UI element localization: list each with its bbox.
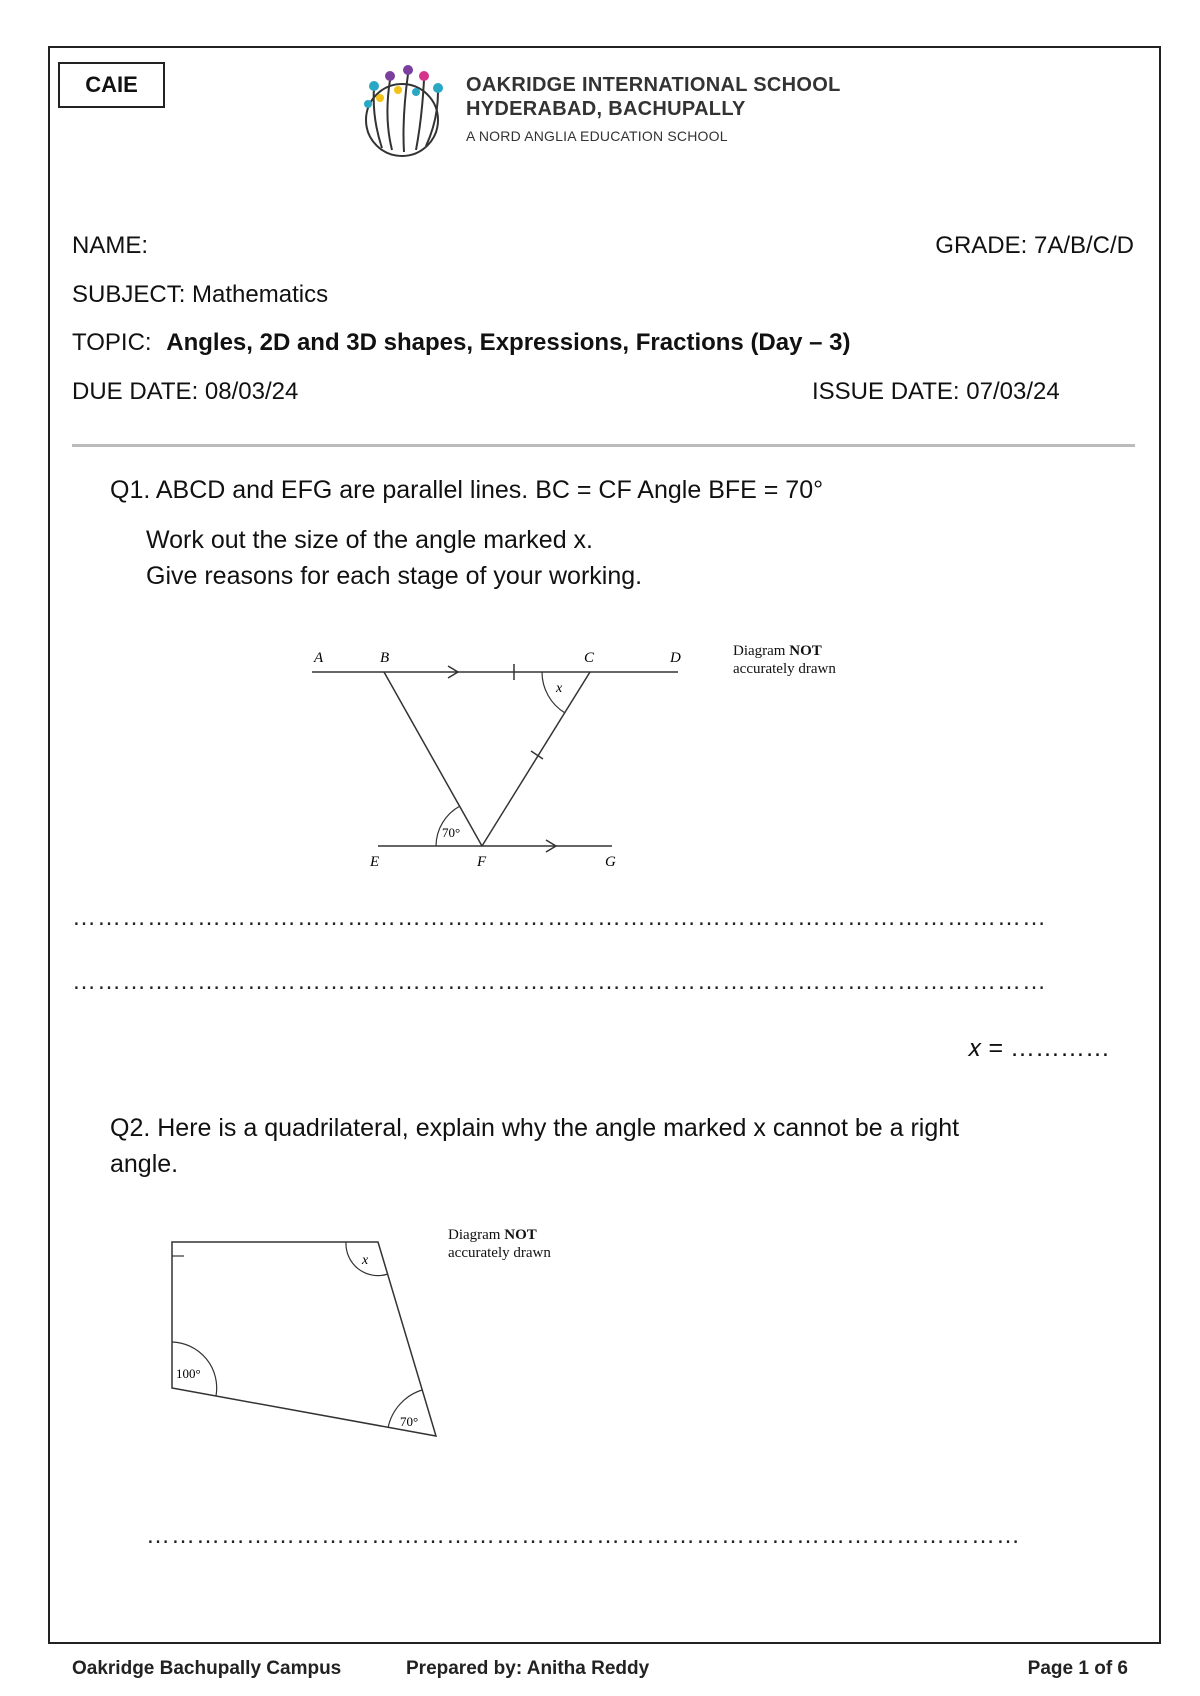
- q1-instruction-2: Give reasons for each stage of your working.: [146, 562, 643, 590]
- name-label: NAME:: [72, 232, 149, 259]
- line-cf: [482, 672, 590, 846]
- note-text: Diagram: [448, 1227, 505, 1243]
- label-e: E: [370, 854, 380, 870]
- label-b: B: [380, 650, 390, 666]
- footer-page-number: Page 1 of 6: [1027, 1658, 1128, 1679]
- q2-answer-line: ……………………………………………………………………………………………: [146, 1522, 1021, 1549]
- topic-prefix: TOPIC:: [72, 329, 152, 356]
- q1-answer-line-2: ………………………………………………………………………………………………………: [72, 968, 1047, 995]
- note-not: NOT: [789, 643, 822, 659]
- label-70: 70°: [442, 825, 461, 840]
- q2-diagram: [160, 1230, 460, 1450]
- q1-diagram-note: [733, 642, 836, 678]
- label-70: 70°: [400, 1414, 419, 1429]
- footer-prepared-by: Prepared by: Anitha Reddy: [406, 1658, 650, 1679]
- label-a: A: [314, 650, 324, 666]
- school-tagline: A NORD ANGLIA EDUCATION SCHOOL: [466, 128, 728, 144]
- school-name: OAKRIDGE INTERNATIONAL SCHOOL: [466, 74, 841, 96]
- label-d: D: [670, 650, 681, 666]
- note-text-2: accurately drawn: [448, 1245, 551, 1261]
- q1-answer-line-1: ………………………………………………………………………………………………………: [72, 904, 1047, 931]
- label-f: F: [477, 854, 487, 870]
- board-label: CAIE: [58, 62, 165, 108]
- note-text-2: accurately drawn: [733, 661, 836, 677]
- due-date: DUE DATE: 08/03/24: [72, 378, 299, 405]
- issue-date: ISSUE DATE: 07/03/24: [812, 378, 1060, 405]
- school-location: HYDERABAD, BACHUPALLY: [466, 98, 746, 120]
- note-text: Diagram: [733, 643, 790, 659]
- label-c: C: [584, 650, 595, 666]
- quadrilateral: [172, 1242, 436, 1436]
- line-bf: [384, 672, 482, 846]
- topic-line: [72, 329, 850, 357]
- q1-diagram: [300, 640, 700, 880]
- label-x: x: [556, 681, 563, 696]
- subject-label: SUBJECT: Mathematics: [72, 281, 329, 308]
- note-not: NOT: [504, 1227, 537, 1243]
- footer-campus: Oakridge Bachupally Campus: [72, 1658, 342, 1679]
- label-x: x: [362, 1253, 369, 1268]
- school-emblem-icon: [352, 58, 452, 158]
- q2-title-cont: angle.: [110, 1150, 179, 1178]
- grade-label: GRADE: 7A/B/C/D: [935, 232, 1134, 259]
- label-g: G: [605, 854, 616, 870]
- q1-title: Q1. ABCD and EFG are parallel lines. BC = CF Angle BFE = 70°: [110, 476, 824, 504]
- topic-value: Angles, 2D and 3D shapes, Expressions, Fractions (Day – 3): [166, 329, 851, 356]
- label-100: 100°: [176, 1366, 201, 1381]
- q2-title: Q2. Here is a quadrilateral, explain why the angle marked x cannot be a right: [110, 1114, 960, 1142]
- divider: [72, 444, 1135, 447]
- q2-diagram-note: [448, 1226, 551, 1262]
- q1-answer: 𝑥 = …………: [967, 1034, 1110, 1062]
- q1-instruction-1: Work out the size of the angle marked x.: [146, 526, 593, 554]
